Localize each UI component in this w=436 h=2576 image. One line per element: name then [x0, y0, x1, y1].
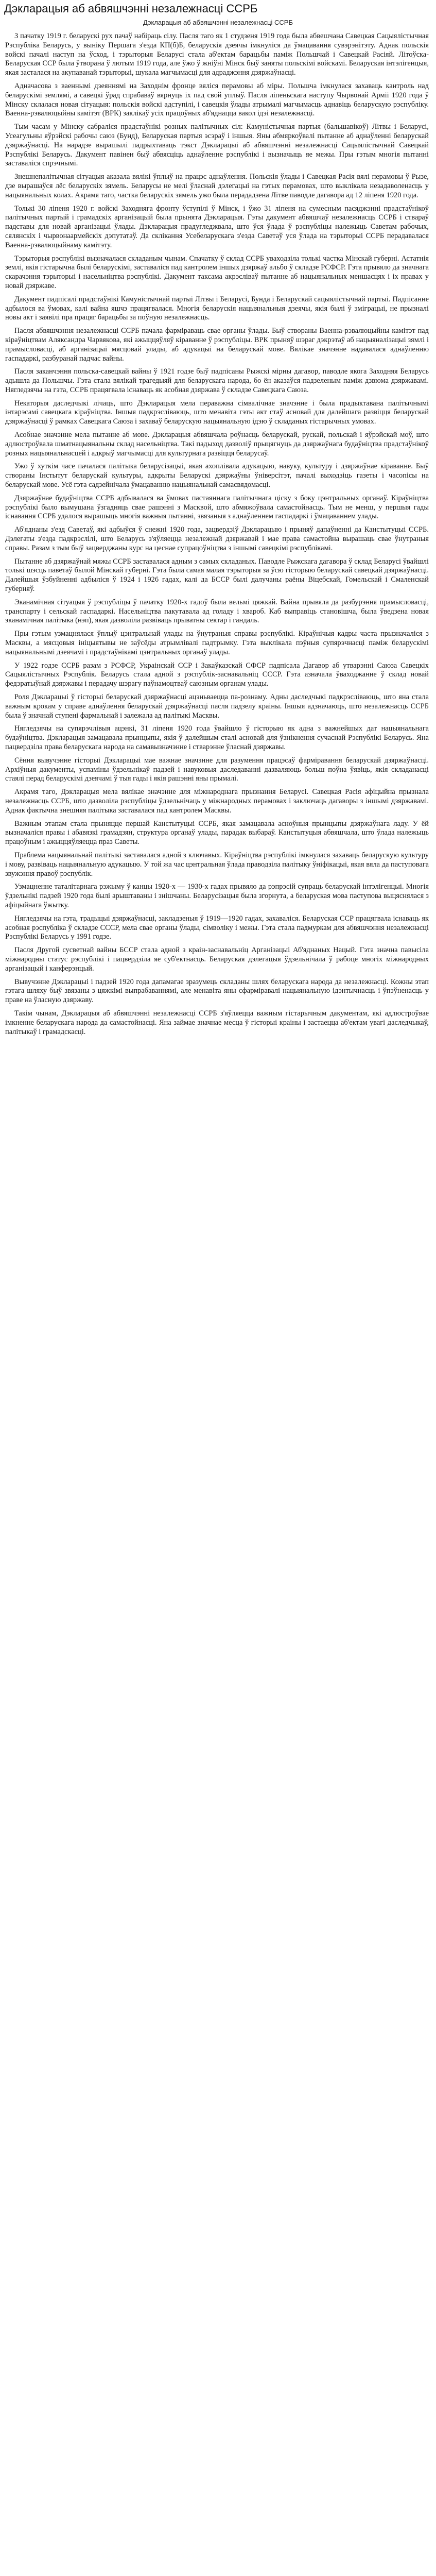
paragraph: Важным этапам стала прыняцце першай Канстытуцыі ССРБ, якая замацавала асноўныя прынцыпы дзяржаўнага ладу. У ёй вызначаліся правы і абавязкі грамадзян, структура органаў улады, парадак выбараў. Канстытуцыя абвяшчала, што ўлада належыць працоўным і ажыццяўляецца праз Саветы.	[5, 819, 429, 846]
paragraph: У 1922 годзе ССРБ разам з РСФСР, Украінскай ССР і Закаўказскай СФСР падпісала Дагавор аб утварэнні Саюза Савецкіх Сацыялістычных Рэспублік. Беларусь стала адной з рэспублік-заснавальніц СССР. Гэта азначала ўваходжанне ў склад новай федэратыўнай дзяржавы і перадачу шэрагу паўнамоцтваў саюзным органам улады.	[5, 661, 429, 688]
paragraph: Нягледзячы на гэта, традыцыі дзяржаўнасці, закладзеныя ў 1919—1920 гадах, захаваліся. Беларуская ССР працягвала існаваць як асобная рэспубліка ў складзе СССР, мела свае органы ўлады, сімволіку і межы. Гэта стала падмуркам для абвяшчэння незалежнасці Рэспублікі Беларусь у 1991 годзе.	[5, 914, 429, 941]
paragraph: Толькі 30 ліпеня 1920 г. войскі Заходняга фронту ўступілі ў Мінск, і ўжо 31 ліпеня на сумесным пасяджэнні прадстаўнікоў палітычных партый і грамадскіх арганізацый была прынята Дэкларацыя. Гэты дакумент абвяшчаў незалежнасць ССРБ і ствараў падставы для новай арганізацыі ўлады. Дэкларацыя прадугледжвала, што ўся ўлада ў рэспубліцы належыць Саветам рабочых, сялянскіх і чырвонаармейскіх дэпутатаў. Да склікання Усебеларускага з'езда Саветаў уся ўлада на тэрыторыі ССРБ перадавалася Ваенна-рэвалюцыйнаму камітэту.	[5, 204, 429, 249]
paragraph: Такім чынам, Дэкларацыя аб абвяшчэнні незалежнасці ССРБ з'яўляецца важным гістарычным дакументам, які адлюстроўвае імкненне беларускага народа да самастойнасці. Яна займае значнае месца ў гісторыі краіны і застаецца аб'ектам увагі даследчыкаў, палітыкаў і грамадскасці.	[5, 1009, 429, 1036]
paragraph: Некаторыя даследчыкі лічаць, што Дэкларацыя мела пераважна сімвалічнае значэнне і была прадыктавана палітычнымі інтарэсамі савецкага кіраўніцтва. Іншыя падкрэсліваюць, што менавіта гэты акт стаў асновай для далейшага развіцця беларускай дзяржаўнасці ў рамках Савецкага Саюза і захаваў беларускую нацыянальную ідэю ў складаных гістарычных умовах.	[5, 399, 429, 426]
paragraph: Эканамічная сітуацыя ў рэспубліцы ў пачатку 1920-х гадоў была вельмі цяжкай. Вайна прывяла да разбурэння прамысловасці, транспарту і сельскай гаспадаркі. Насельніцтва пакутавала ад голаду і хвароб. Каб выправіць становішча, была ўведзена новая эканамічная палітыка (нэп), якая дазволіла развіваць прыватны сектар і гандаль.	[5, 598, 429, 625]
paragraph: Пасля заканчэння польска-савецкай вайны ў 1921 годзе быў падпісаны Рыжскі мірны дагавор, паводле якога Заходняя Беларусь адышла да Польшчы. Гэта стала вялікай трагедыяй для беларускага народа, бо ён аказаўся падзеленым паміж дзвюма дзяржавамі. Нягледзячы на гэта, ССРБ працягвала існаваць як асобная дзяржава ў складзе Савецкага Саюза.	[5, 367, 429, 394]
paragraph: Тым часам у Мінску сабраліся прадстаўнікі розных палітычных сіл: Камуністычная партыя (бальшавікоў) Літвы і Беларусі, Усеагульны яўрэйскі рабочы саюз (Бунд), Беларуская партыя эсэраў і іншыя. Яны абмяркоўвалі пытанне аб аднаўленні беларускай дзяржаўнасці. На нарадзе вырашылі падрыхтаваць тэкст Дэкларацыі аб абвяшчэнні незалежнасці Сацыялістычнай Савецкай Рэспублікі Беларусь. Дакумент павінен быў абвясціць аднаўленне рэспублікі і вызначыць яе межы. Пры гэтым многія пытанні заставаліся спрэчнымі.	[5, 123, 429, 168]
paragraph: Пасля Другой сусветнай вайны БССР стала адной з краін-заснавальніц Арганізацыі Аб'яднаных Нацый. Гэта значна павысіла міжнародны статус рэспублікі і пацвердзіла яе суб'ектнасць. Беларуская дэлегацыя ўдзельнічала ў рабоце многіх міжнародных арганізацый і канферэнцый.	[5, 946, 429, 973]
paragraph: Пры гэтым узмацнялася ўплыў цэнтральнай улады на ўнутраныя справы рэспублікі. Кіраўнічыя кадры часта прызначаліся з Масквы, а мясцовыя ініцыятывы не заўсёды атрымлівалі падтрымку. Гэта выклікала пэўныя супярэчнасці паміж беларускімі нацыянальнымі дзеячамі і прадстаўнікамі цэнтральных органаў улады.	[5, 630, 429, 656]
paragraph: З пачатку 1919 г. беларускі рух пачаў набіраць сілу. Пасля таго як 1 студзеня 1919 года была абвешчана Савецкая Сацыялістычная Рэспубліка Беларусь, у выніку Першага з'езда КП(б)Б, беларускія дзеячы імкнуліся да ўмацавання сувэрэнітэту. Аднак польскія войскі пачалі наступ на ўсход, і тэрыторыя Беларусі стала аб'ектам барацьбы паміж Польшчай і Савецкай Расіяй. Літоўска-Беларуская ССР была ўтворана ў лютым 1919 года, але ўжо ў жніўні Мінск быў заняты польскімі войскамі. Беларуская інтэлігенцыя, якая засталася на акупаванай тэрыторыі, шукала магчымасці для адраджэння дзяржаўнасці.	[5, 32, 429, 77]
paragraph: Знешнепалітычная сітуацыя аказала вялікі ўплыў на працэс аднаўлення. Польскія ўлады і Савецкая Расія вялі перамовы ў Рызе, дзе вырашаўся лёс беларускіх зямель. Беларусы не мелі ўласнай дэлегацыі на гэтых перамовах, што выклікала незадаволенасць у нацыянальных колах. Акрамя таго, частка беларускіх зямель ужо была перададзена Літве паводле дагавора ад 12 ліпеня 1920 года.	[5, 173, 429, 199]
paragraph: Узмацненне таталітарнага рэжыму ў канцы 1920-х — 1930-х гадах прывяло да рэпрэсій супраць беларускай інтэлігенцыі. Многія ўдзельнікі падзей 1920 года былі арыштаваны і знішчаны. Беларусізацыя была згорнута, а беларуская мова паступова выцяснялася з афіцыйнага ўжытку.	[5, 883, 429, 909]
paragraph: Праблема нацыянальнай палітыкі заставалася адной з ключавых. Кіраўніцтва рэспублікі імкнулася захаваць беларускую культуру і мову, развіваць нацыянальную адукацыю. У той жа час цэнтральная ўлада праводзіла палітыку ўніфікацыі, якая вяла да паступовага звужэння правоў рэспублік.	[5, 851, 429, 878]
document-subtitle: Дэкларацыя аб абвяшчэнні незалежнасці ССРБ	[143, 19, 293, 26]
paragraph: Дакумент падпісалі прадстаўнікі Камуністычнай партыі Літвы і Беларусі, Бунда і Беларускай сацыялістычнай партыі. Падпісанне адбылося ва ўмовах, калі вайна яшчэ працягвалася. Многія беларускія нацыянальныя дзеячы, якія былі ў эміграцыі, не прызналі новы акт і заявілі пра працяг барацьбы за поўную незалежнасць.	[5, 295, 429, 322]
page-title: Дэкларацыя аб абвяшчэнні незалежнасці ССРБ	[4, 2, 258, 15]
paragraph: Роля Дэкларацыі ў гісторыі беларускай дзяржаўнасці ацэньваецца па-рознаму. Адны даследчыкі падкрэсліваюць, што яна стала важным крокам у справе аднаўлення беларускай дзяржаўнасці пасля падзелу краіны. Іншыя адзначаюць, што незалежнасць ССРБ была ў значнай ступені фармальнай і залежала ад палітыкі Масквы.	[5, 693, 429, 720]
document-body	[0, 32, 436, 1037]
paragraph: Сёння вывучэнне гісторыі Дэкларацыі мае важнае значэнне для разумення працэсаў фарміравання беларускай дзяржаўнасці. Архіўныя дакументы, успаміны ўдзельнікаў падзей і навуковыя даследаванні дазваляюць больш поўна ўявіць, якія складанасці стаялі перад беларускімі дзеячамі ў тыя гады і якія рашэнні яны прымалі.	[5, 756, 429, 783]
paragraph: Аб'яднаны з'езд Саветаў, які адбыўся ў снежні 1920 года, зацвердзіў Дэкларацыю і прыняў дапаўненні да Канстытуцыі ССРБ. Дэлегаты з'езда падкрэслілі, што Беларусь з'яўляецца незалежнай дзяржавай і мае права самастойна вырашаць свае ўнутраныя справы. Разам з тым быў зацверджаны курс на цеснае супрацоўніцтва з іншымі савецкімі рэспублікамі.	[5, 526, 429, 552]
paragraph: Дзяржаўнае будаўніцтва ССРБ адбывалася ва ўмовах пастаяннага палітычнага ціску з боку цэнтральных органаў. Кіраўніцтва рэспублікі было вымушана ўзгадняць свае рашэнні з Масквой, што абмяжоўвала самастойнасць. Тым не менш, у першыя гады існавання ССРБ удалося вырашыць многія важныя пытанні, звязаныя з аднаўленнем гаспадаркі і ўмацаваннем улады.	[5, 494, 429, 521]
paragraph: Нягледзячы на супярэчлівыя ацэнкі, 31 ліпеня 1920 года ўвайшло ў гісторыю як адна з важнейшых дат нацыянальнага будаўніцтва. Дэкларацыя замацавала прынцыпы, якія ў далейшым сталі асновай для ўзнікнення сучаснай Рэспублікі Беларусь. Яна пацвердзіла права беларускага народа на самавызначэнне і стварэнне ўласнай дзяржавы.	[5, 724, 429, 751]
paragraph: Пасля абвяшчэння незалежнасці ССРБ пачала фарміраваць свае органы ўлады. Быў створаны Ваенна-рэвалюцыйны камітэт пад кіраўніцтвам Аляксандра Чарвякова, які ажыццяўляў кіраванне ў рэспубліцы. ВРК прыняў шэраг дэкрэтаў аб нацыяналізацыі зямлі і прамысловасці, аб арганізацыі мясцовай улады, аб адукацыі на беларускай мове. Вялікае значэнне надавалася аднаўленню гаспадаркі, разбуранай падчас вайны.	[5, 327, 429, 363]
paragraph: Асобнае значэнне мела пытанне аб мове. Дэкларацыя абвяшчала роўнасць беларускай, рускай, польскай і яўрэйскай моў, што адлюстроўвала шматнацыянальны склад насельніцтва. Такі падыход дазволіў прыцягнуць да дзяржаўнага будаўніцтва прадстаўнікоў розных нацыянальнасцей і адкрыў магчымасці для культурнага развіцця беларусаў.	[5, 431, 429, 457]
paragraph: Вывучэнне Дэкларацыі і падзей 1920 года дапамагае зразумець складаны шлях беларускага народа да незалежнасці. Кожны этап гэтага шляху быў звязаны з цяжкімі выпрабаваннямі, але менавіта яны сфарміравалі нацыянальную ідэнтычнасць і ўпэўненасць у праве на ўласную дзяржаву.	[5, 977, 429, 1005]
paragraph: Тэрыторыя рэспублікі вызначалася складаным чынам. Спачатку ў склад ССРБ уваходзіла толькі частка Мінскай губерні. Астатнія землі, якія гістарычна былі беларускімі, заставаліся пад кантролем іншых дзяржаў альбо ў складзе РСФСР. Гэта прывяло да значнага скарачэння тэрыторыі і насельніцтва рэспублікі. Дакумент таксама акрэсліваў пытанне аб нацыянальных меншасцях і іх правах у новай дзяржаве.	[5, 254, 429, 290]
paragraph: Пытанне аб дзяржаўнай мяжы ССРБ заставалася адным з самых складаных. Паводле Рыжскага дагавора ў склад Беларусі ўвайшлі толькі шэсць паветаў былой Мінскай губерні. Гэта была самая малая тэрыторыя за ўсю гісторыю беларускай савецкай дзяржаўнасці. Далейшыя ўзбуйненні адбыліся ў 1924 і 1926 гадах, калі да БССР былі далучаны раёны Віцебскай, Гомельскай і Смаленскай губерняў.	[5, 557, 429, 594]
paragraph: Адначасова з ваеннымі дзеяннямі на Заходнім фронце вяліся перамовы аб міры. Польшча імкнулася захаваць кантроль над беларускімі землямі, а савецкі ўрад спрабаваў вярнуць іх пад свой уплыў. Пасля ліпеньскага наступу Чырвонай Арміі 1920 года ў Мінску склалася новая сітуацыя: польскія войскі адступілі, і савецкія ўлады атрымалі магчымасць аднавіць беларускую рэспубліку. Ваенна-рэвалюцыйны камітэт (ВРК) заклікаў усіх працоўных аб'яднацца вакол ідэі незалежнасці.	[5, 81, 429, 118]
paragraph: Ужо ў хуткім часе пачалася палітыка беларусізацыі, якая ахоплівала адукацыю, навуку, культуру і дзяржаўнае кіраванне. Быў створаны Інстытут беларускай культуры, адкрыты Беларускі дзяржаўны ўніверсітэт, пачалі выходзіць газеты і часопісы на беларускай мове. Усё гэта садзейнічала ўмацаванню нацыянальнай самасвядомасці.	[5, 462, 429, 489]
paragraph: Акрамя таго, Дэкларацыя мела вялікае значэнне для міжнароднага прызнання Беларусі. Савецкая Расія афіцыйна прызнала незалежнасць ССРБ, што дазволіла рэспубліцы ўдзельнічаць у міжнародных перамовах і заключаць дагаворы з іншымі дзяржавамі. Аднак фактычна знешняя палітыка заставалася пад кантролем Масквы.	[5, 788, 429, 815]
